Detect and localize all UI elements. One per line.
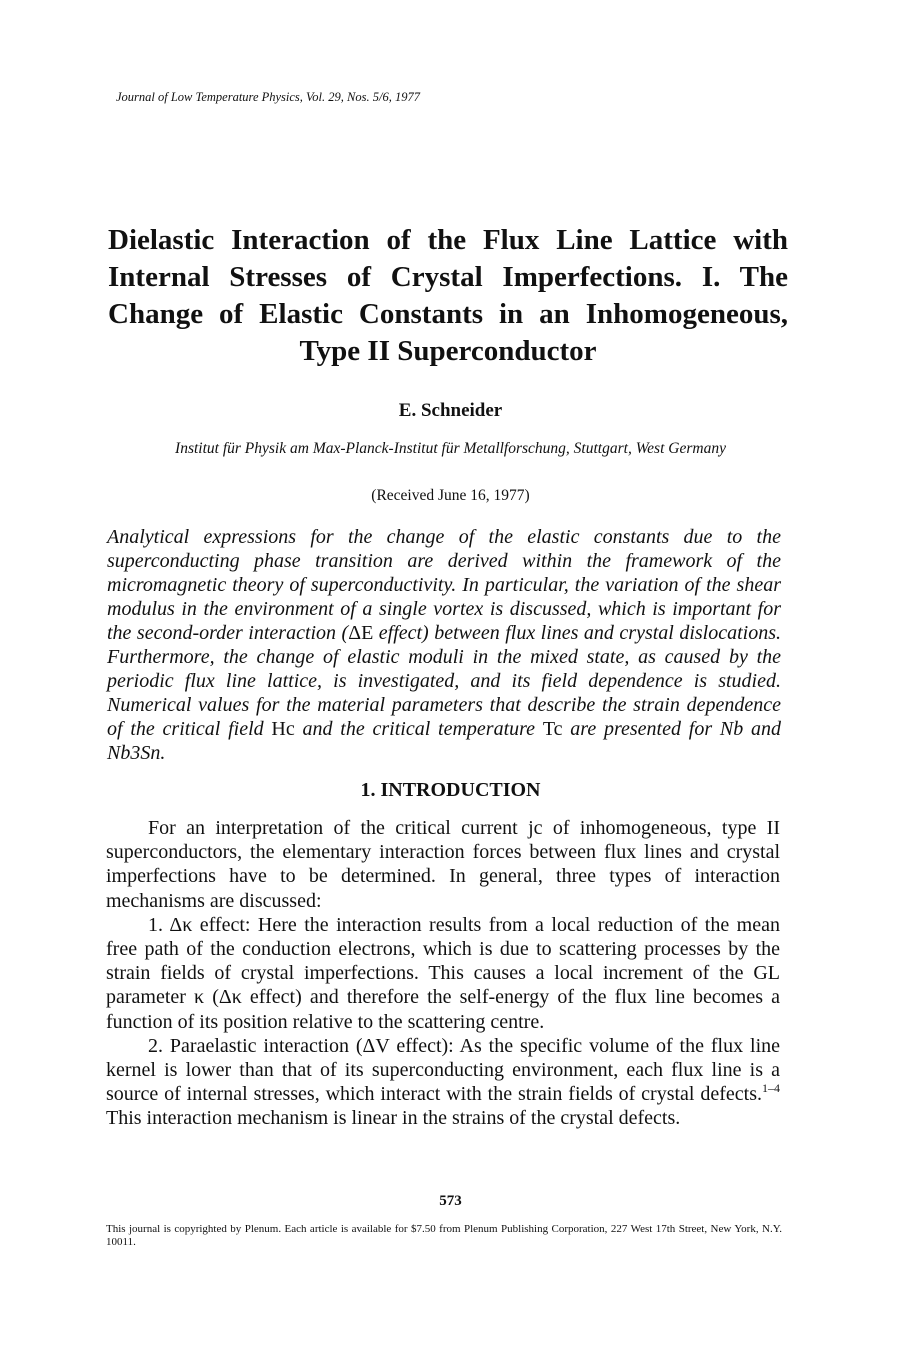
- author-affiliation: Institut für Physik am Max-Planck-Institut für Metallforschung, Stuttgart, West Germany: [175, 440, 726, 457]
- abstract-symbol: ΔE: [348, 622, 374, 644]
- body-text: This interaction mechanism is linear in the strains of the crystal defects.: [106, 1107, 681, 1130]
- section-heading: 1. INTRODUCTION: [360, 779, 541, 801]
- author-name: E. Schneider: [398, 400, 503, 421]
- abstract-symbol: Tc: [542, 718, 563, 740]
- title-line: Dielastic Interaction of the Flux Line Lattice with: [108, 224, 788, 256]
- title-line: Type II Superconductor: [299, 335, 597, 367]
- abstract-text: are presented for Nb and Nb3Sn.: [107, 718, 781, 764]
- abstract: [107, 525, 781, 765]
- article-title: [108, 222, 788, 370]
- list-item: 1. Δκ effect: Here the interaction results from a local reduction of the mean free path of the conduction electrons, which is due to scattering processes by the strain fields of crystal imperfections. This causes a local increment of the GL parameter κ (Δκ effect) and therefore the self-energy of the flux line becomes a function of its position relative to the scattering centre.: [106, 913, 780, 1033]
- copyright-notice: This journal is copyrighted by Plenum. Each article is available for $7.50 from Plenum Publishing Corporation, 227 West 17th Street, New York, N.Y. 10011.: [106, 1223, 782, 1248]
- title-line: Change of Elastic Constants in an Inhomogeneous,: [108, 298, 788, 330]
- section-body: [106, 816, 780, 1131]
- body-text: 2. Paraelastic interaction (ΔV effect): As the specific volume of the flux line kernel is lower than that of its superconducting environment, each flux line is a source of internal stresses, which interact with the strain fields of crystal defects.: [106, 1034, 780, 1106]
- journal-header: Journal of Low Temperature Physics, Vol. 29, Nos. 5/6, 1977: [116, 90, 420, 104]
- body-paragraph: For an interpretation of the critical current jc of inhomogeneous, type II superconductors, the elementary interaction forces between flux lines and crystal imperfections have to be determined. In general, three types of interaction mechanisms are discussed:: [106, 817, 780, 912]
- abstract-symbol: Hc: [271, 718, 295, 740]
- abstract-text: Analytical expressions for the change of the elastic constants due to the superconducting phase transition are derived within the framework of the micromagnetic theory of superconductivity. In particular, the variation of the shear modulus in the environment of a single vortex is discussed, which is important for the second-order interaction (: [107, 526, 781, 644]
- abstract-text: and the critical temperature: [294, 718, 543, 740]
- page-number: 573: [439, 1193, 462, 1209]
- title-line: Internal Stresses of Crystal Imperfections. I. The: [108, 261, 788, 293]
- received-date: (Received June 16, 1977): [371, 487, 530, 504]
- abstract-text: effect) between flux lines and crystal dislocations. Furthermore, the change of elastic moduli in the mixed state, as caused by the periodic flux line lattice, is investigated, and its field dependence is studied. Numerical values for the material parameters that describe the strain dependence of the critical field: [107, 622, 781, 740]
- reference-superscript: 1–4: [762, 1081, 780, 1096]
- list-item: [106, 1034, 780, 1131]
